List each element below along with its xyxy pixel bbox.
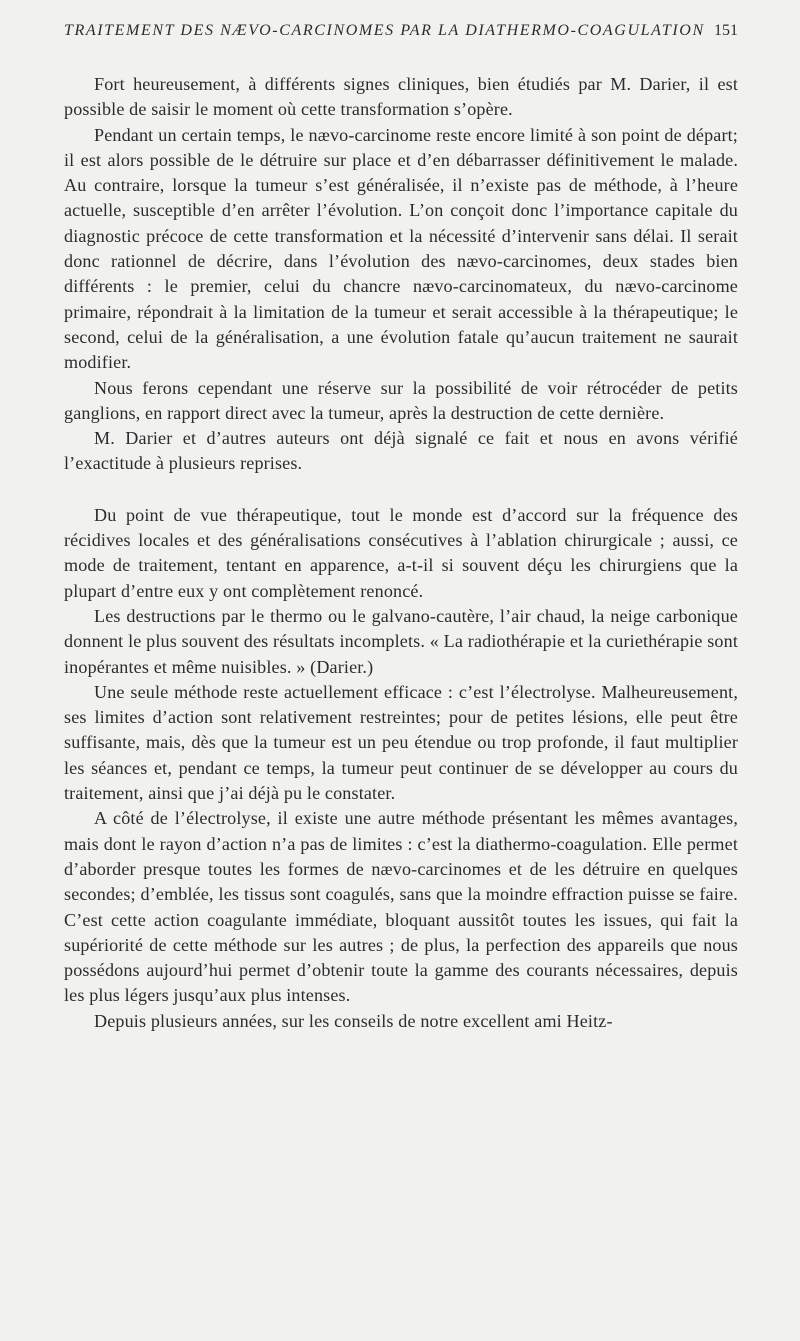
paragraph: Fort heureusement, à différents signes cliniques, bien étudiés par M. Darier, il est possible de saisir le moment où cette transformation s’opère.: [64, 74, 738, 120]
paragraph: A côté de l’électrolyse, il existe une autre méthode présentant les mêmes avantages, mais dont le rayon d’action n’a pas de limites : c’est la diathermo-coagulation. Elle permet d’aborder presque toutes les formes de nævo-carcinomes et de les détruire en quelques secondes; d’emblée, les tissus sont coagulés, sans que la moindre effraction puisse se faire. C’est cette action coagulante immédiate, bloquant aussitôt toutes les issues, qui fait la supériorité de cette méthode sur les autres ; de plus, la perfection des appareils que nous possédons aujourd’hui permet d’obtenir toute la gamme des courants nécessaires, depuis les plus légers jusqu’aux plus intenses.: [64, 808, 738, 1006]
running-title: TRAITEMENT DES NÆVO-CARCINOMES PAR LA DIATHERMO-COAGULATION: [64, 22, 705, 39]
paragraph: Pendant un certain temps, le nævo-carcinome reste encore limité à son point de départ; il est alors possible de le détruire sur place et d’en débarrasser définitivement le malade. Au contraire, lorsque la tumeur s’est généralisée, il n’existe pas de méthode, à l’heure actuelle, susceptible d’en arrêter l’évolution. L’on conçoit donc l’importance capitale du diagnostic précoce de cette transformation et la nécessité d’intervenir sans délai. Il serait donc rationnel de décrire, dans l’évolution des nævo-carcinomes, deux stades bien différents : le premier, celui du chancre nævo-carcinomateux, du nævo-carcinome primaire, répondrait à la limitation de la tumeur et serait accessible à la thérapeutique; le second, celui de la généralisation, a une évolution fatale qu’aucun traitement ne saurait modifier.: [64, 124, 738, 373]
section-break: [64, 477, 738, 503]
running-head: [64, 22, 738, 50]
paragraph: Une seule méthode reste actuellement efficace : c’est l’électrolyse. Malheureusement, ses limites d’action sont relativement restreintes; pour de petites lésions, elle peut être suffisante, mais, dès que la tumeur est un peu étendue ou trop profonde, il faut multiplier les séances et, pendant ce temps, la tumeur peut continuer de se développer au cours du traitement, ainsi que j’ai déjà pu le constater.: [64, 681, 738, 804]
paragraph: Les destructions par le thermo ou le galvano-cautère, l’air chaud, la neige carbonique donnent le plus souvent des résultats incomplets. « La radiothérapie et la curiethérapie sont inopérantes et même nuisibles. » (Darier.): [64, 605, 738, 677]
paragraph: M. Darier et d’autres auteurs ont déjà signalé ce fait et nous en avons vérifié l’exactitude à plusieurs reprises.: [64, 428, 738, 474]
paragraph: Depuis plusieurs années, sur les conseils de notre excellent ami Heitz-: [94, 1010, 613, 1031]
paragraph: Du point de vue thérapeutique, tout le monde est d’accord sur la fréquence des récidives locales et des généralisations consécutives à l’ablation chirurgicale ; aussi, ce mode de traitement, tentant en apparence, a-t-il si souvent déçu les chirurgiens que la plupart d’entre eux y ont complètement renoncé.: [64, 504, 738, 601]
body-text: [64, 72, 738, 1034]
page-number: 151: [714, 22, 738, 39]
paragraph: Nous ferons cependant une réserve sur la possibilité de voir rétrocéder de petits ganglions, en rapport direct avec la tumeur, après la destruction de cette dernière.: [64, 377, 738, 423]
